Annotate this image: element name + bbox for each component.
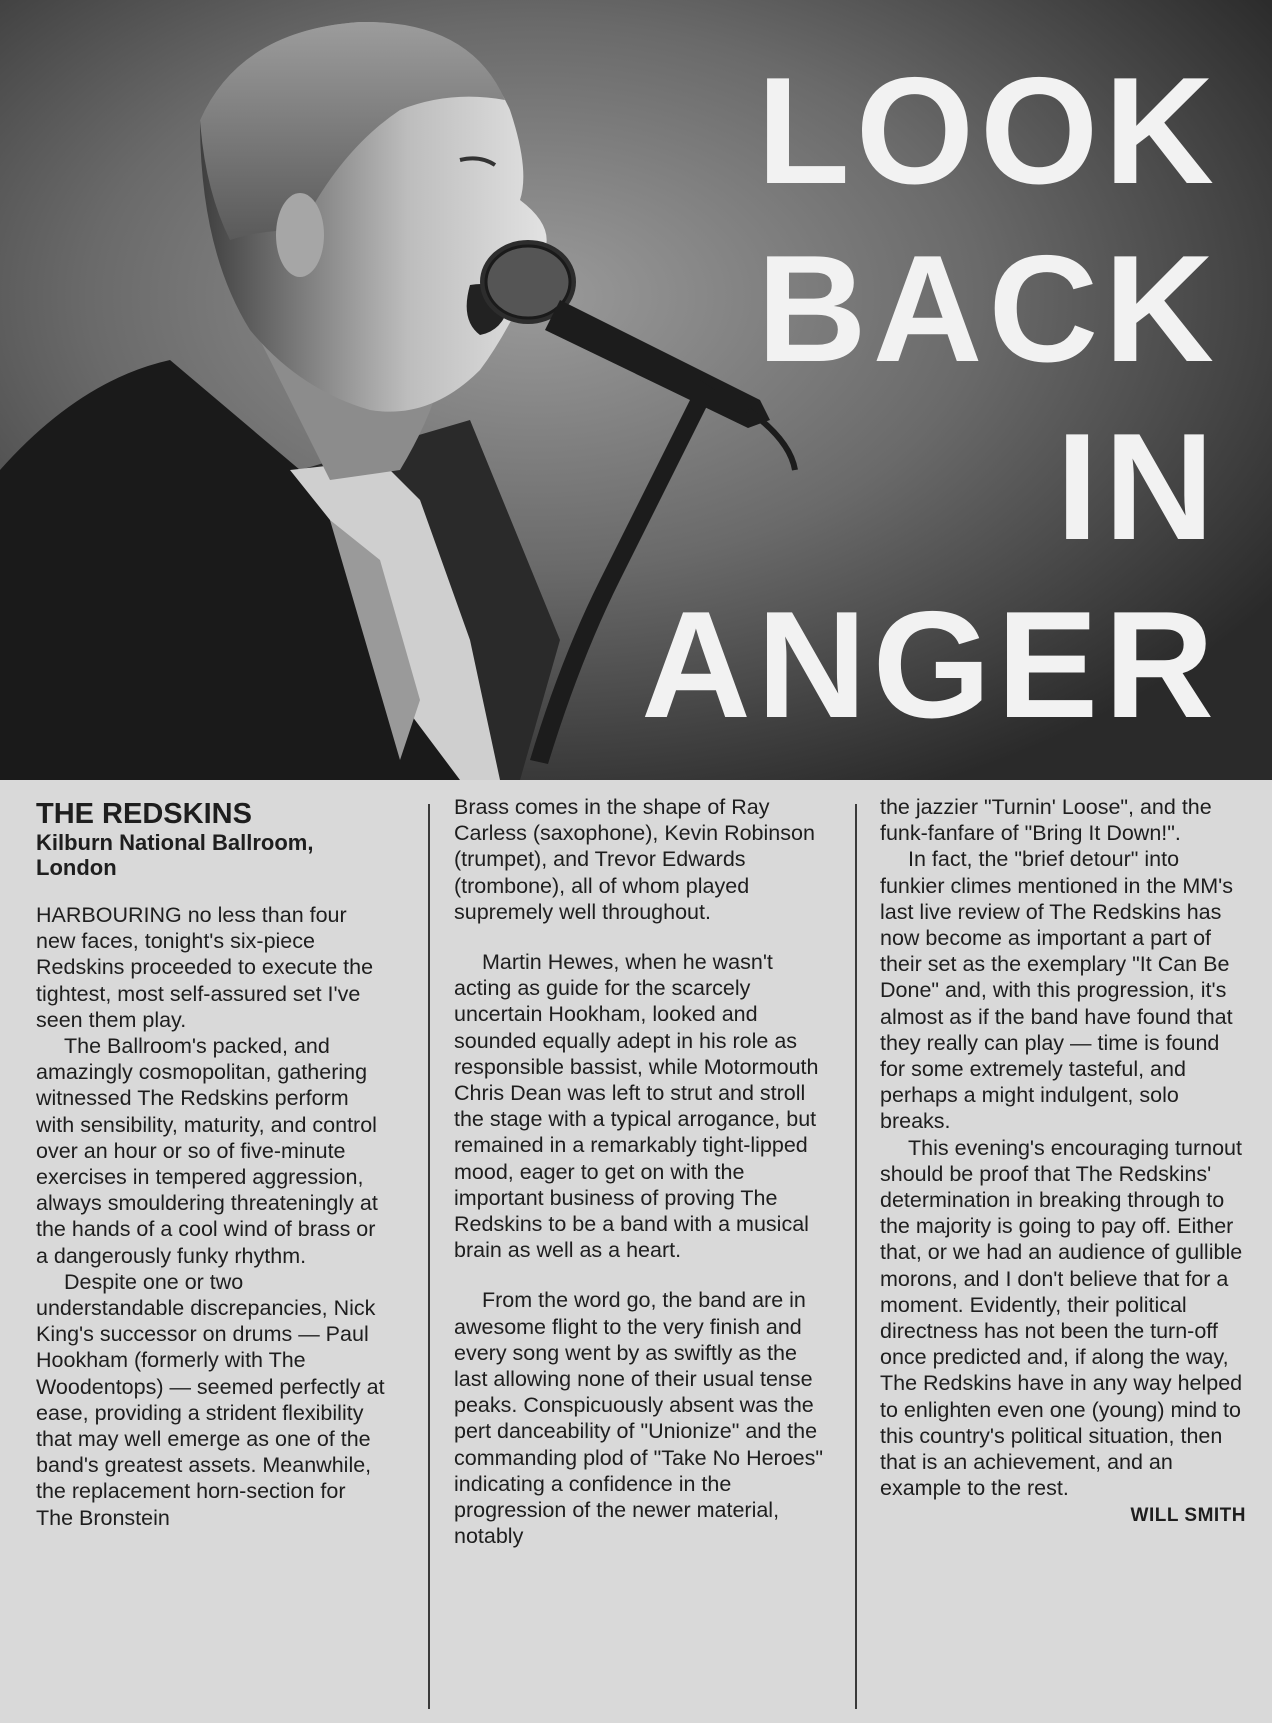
headline-line-2: BACK: [756, 224, 1220, 394]
headline-line-3: IN: [1056, 402, 1220, 572]
column-3: [880, 794, 1246, 1530]
review-article: [0, 780, 1272, 1723]
paragraph: HARBOURING no less than four new faces, tonight's six-piece Redskins proceeded to execute the tightest, most self-assured set I've seen them play.: [36, 903, 374, 1032]
byline: WILL SMITH: [1130, 1505, 1246, 1527]
column-1: [36, 794, 386, 1531]
paragraph: the jazzier "Turnin' Loose", and the funk-fanfare of "Bring It Down!".: [880, 795, 1212, 846]
headline-line-1: LOOK: [756, 46, 1220, 216]
headline-line-4: ANGER: [641, 580, 1220, 750]
paragraph: Martin Hewes, when he wasn't acting as guide for the scarcely uncertain Hookham, looked and sounded equally adept in his role as responsible bassist, while Motormouth Chris Dean was left to strut and stroll the stage with a typical arrogance, but remained in a remarkably tight-lipped mood, eager to get on with the important business of proving The Redskins to be a band with a musical brain as well as a heart.: [454, 950, 819, 1263]
band-name: THE REDSKINS: [36, 798, 252, 830]
paragraph: Despite one or two understandable discrepancies, Nick King's successor on drums — Paul Hookham (formerly with The Woodentops) — seemed perfectly at ease, providing a strident flexibility that may well emerge as one of the band's greatest assets. Meanwhile, the replacement horn-section for The Bronstein: [36, 1269, 385, 1530]
column-divider: [428, 804, 430, 1709]
headline: [580, 42, 1220, 754]
column-2: [454, 794, 830, 1549]
paragraph: From the word go, the band are in awesome flight to the very finish and every song went by as swiftly as the last allowing none of their usual tense peaks. Conspicuously absent was the pert danceability of "Unionize" and the commanding plod of "Take No Heroes" indicating a confidence in the progression of the newer material, notably: [454, 1288, 824, 1549]
column-divider: [855, 804, 857, 1709]
photo-banner: [0, 0, 1272, 780]
paragraph: In fact, the "brief detour" into funkier climes mentioned in the MM's last live review of The Redskins has now become as important a part of their set as the exemplary "It Can Be Done" and, with this progression, it's almost as if the band have found that they really can play — time is found for some extremely tasteful, and perhaps a might indulgent, solo breaks.: [880, 847, 1234, 1134]
paragraph: The Ballroom's packed, and amazingly cosmopolitan, gathering witnessed The Redskins perform with sensibility, maturity, and control over an hour or so of five-minute exercises in tempered aggression, always smouldering threateningly at the hands of a cool wind of brass or a dangerously funky rhythm.: [36, 1034, 378, 1268]
paragraph: Brass comes in the shape of Ray Carless (saxophone), Kevin Robinson (trumpet), and Trevor Edwards (trombone), all of whom played supremely well throughout.: [454, 795, 815, 924]
paragraph: This evening's encouraging turnout should be proof that The Redskins' determination in breaking through to the majority is going to pay off. Either that, or we had an audience of gullible morons, and I don't believe that for a moment. Evidently, their political directness has not been the turn-off once predicted and, if along the way, The Redskins have in any way helped to enlighten even one (young) mind to this country's political situation, then that is an achievement, and an example to the rest.: [880, 1135, 1243, 1501]
venue: Kilburn National Ballroom, London: [36, 830, 314, 880]
